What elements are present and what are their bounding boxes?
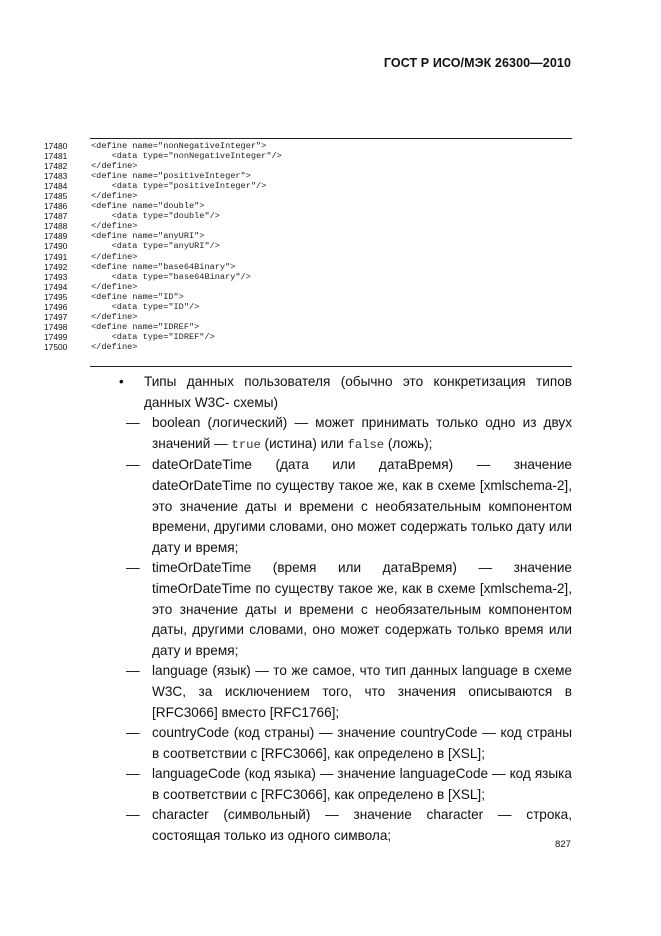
code-line — [44, 201, 574, 211]
list-item-text: timeOrDateTime (время или датаВремя) — значение timeOrDateTime по существу такое же, как в схеме [xmlschema-2], это значение даты и времени с необязательным компонентом даты, другими словами, оно может содержать только время или дату и время; — [152, 560, 572, 658]
line-number: 17498 — [44, 321, 68, 332]
list-item-character — [100, 805, 572, 846]
page-header: ГОСТ Р ИСО/МЭК 26300—2010 — [383, 56, 571, 70]
line-number: 17486 — [44, 201, 68, 212]
text-fragment: boolean (логический) — может принимать только одно из двух значений — — [152, 415, 572, 451]
line-number: 17484 — [44, 181, 68, 192]
mono-false: false — [347, 437, 385, 452]
dash-marker: — — [126, 807, 140, 823]
line-number: 17493 — [44, 271, 68, 282]
text-fragment: (ложь); — [384, 435, 433, 451]
list-item-text: languageCode (код языка) — значение languageCode — код языка в соответствии с [RFC3066], как определено в [XSL]; — [152, 766, 572, 802]
line-code: </define> — [91, 281, 138, 292]
list-item-text: language (язык) — то же самое, что тип данных language в схеме W3C, за исключением того, что значения описываются в [RFC3066] вместо [RFC1766]; — [152, 663, 572, 720]
code-line — [44, 161, 574, 171]
line-code: <data type="anyURI"/> — [91, 241, 220, 252]
line-code: </define> — [91, 221, 138, 232]
line-number: 17497 — [44, 311, 68, 322]
line-code: </define> — [91, 251, 138, 262]
code-bottom-rule — [90, 366, 572, 367]
code-line — [44, 342, 574, 352]
code-line — [44, 312, 574, 322]
line-code: </define> — [91, 191, 138, 202]
list-item-boolean — [100, 413, 572, 455]
dash-marker: — — [126, 663, 140, 679]
line-number: 17481 — [44, 151, 68, 162]
list-item-text: dateOrDateTime (дата или датаВремя) — значение dateOrDateTime по существу такое же, как в схеме [xmlschema-2], это значение даты и времени с необязательным компонентом времени, другими словами, оно может содержать только дату или дату и время; — [152, 457, 572, 555]
body-text — [100, 372, 572, 847]
list-item-text: countryCode (код страны) — значение countryCode — код страны в соответствии с [RFC3066], как определено в [XSL]; — [152, 725, 572, 761]
code-listing — [44, 141, 574, 352]
code-line — [44, 211, 574, 221]
bullet-marker: • — [119, 374, 124, 389]
bullet-item — [100, 372, 572, 413]
code-line — [44, 141, 574, 151]
line-code: <data type="IDREF"/> — [91, 331, 215, 342]
code-line — [44, 252, 574, 262]
list-item-language-code — [100, 764, 572, 805]
line-code: <define name="positiveInteger"> — [91, 171, 251, 182]
line-code: <define name="anyURI"> — [91, 231, 205, 242]
line-number: 17489 — [44, 231, 68, 242]
code-line — [44, 302, 574, 312]
line-code: <data type="double"/> — [91, 211, 220, 222]
line-code: <data type="positiveInteger"/> — [91, 181, 267, 192]
line-number: 17488 — [44, 221, 68, 232]
line-number: 17482 — [44, 161, 68, 172]
code-line — [44, 181, 574, 191]
code-line — [44, 282, 574, 292]
line-code: </define> — [91, 311, 138, 322]
text-fragment: (истина) или — [260, 435, 348, 451]
line-number: 17496 — [44, 301, 68, 312]
line-code: <define name="ID"> — [91, 291, 184, 302]
line-code: <define name="double"> — [91, 201, 205, 212]
line-code: <define name="nonNegativeInteger"> — [91, 141, 267, 151]
line-number: 17485 — [44, 191, 68, 202]
code-line — [44, 241, 574, 251]
list-item-time-or-datetime — [100, 558, 572, 661]
line-number: 17492 — [44, 261, 68, 272]
code-line — [44, 322, 574, 332]
page-number: 827 — [555, 839, 572, 850]
line-number: 17491 — [44, 251, 68, 262]
code-line — [44, 221, 574, 231]
code-line — [44, 191, 574, 201]
line-number: 17499 — [44, 331, 68, 342]
bullet-text: Типы данных пользователя (обычно это конкретизация типов данных W3C- схемы) — [144, 374, 572, 410]
list-item-text — [100, 413, 572, 455]
dash-marker: — — [126, 415, 140, 431]
line-code: <define name="IDREF"> — [91, 321, 200, 332]
line-code: <define name="base64Binary"> — [91, 261, 236, 272]
code-line — [44, 292, 574, 302]
line-code: <data type="nonNegativeInteger"/> — [91, 151, 282, 162]
list-item-country-code — [100, 723, 572, 764]
list-item-language — [100, 661, 572, 723]
code-top-rule — [90, 138, 572, 139]
code-line — [44, 231, 574, 241]
dash-marker: — — [126, 766, 140, 782]
line-number: 17495 — [44, 291, 68, 302]
line-number: 17480 — [44, 141, 68, 151]
code-line — [44, 262, 574, 272]
code-line — [44, 171, 574, 181]
line-number: 17494 — [44, 281, 68, 292]
line-code: </define> — [91, 161, 138, 172]
line-number: 17500 — [44, 341, 68, 352]
line-number: 17487 — [44, 211, 68, 222]
dash-marker: — — [126, 560, 140, 576]
list-item-text: character (символьный) — значение character — строка, состоящая только из одного символа; — [152, 807, 572, 844]
code-line — [44, 151, 574, 161]
list-item-date-or-datetime — [100, 455, 572, 558]
line-number: 17483 — [44, 171, 68, 182]
line-code: <data type="base64Binary"/> — [91, 271, 251, 282]
dash-marker: — — [126, 457, 140, 473]
mono-true: true — [231, 437, 261, 452]
line-code: </define> — [91, 341, 138, 352]
dash-marker: — — [126, 725, 140, 741]
code-line — [44, 332, 574, 342]
line-code: <data type="ID"/> — [91, 301, 200, 312]
line-number: 17490 — [44, 241, 68, 252]
code-line — [44, 272, 574, 282]
